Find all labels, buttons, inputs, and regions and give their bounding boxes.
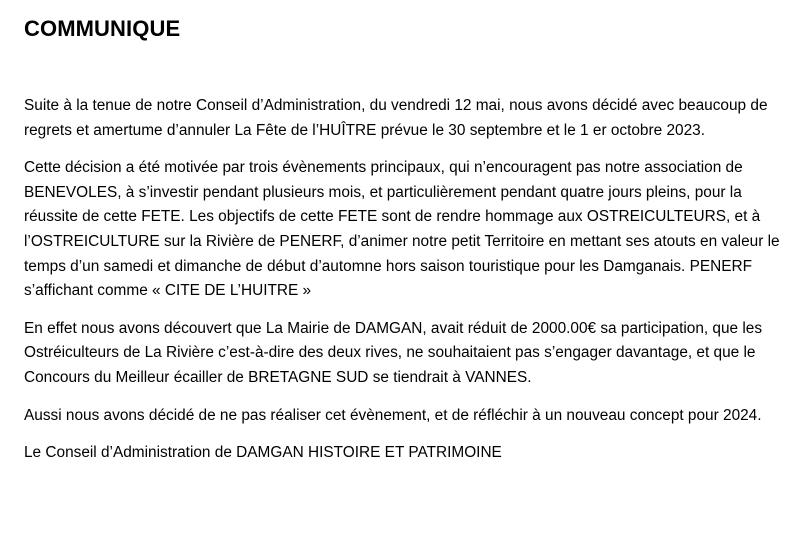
paragraph-signature: Le Conseil d’Administration de DAMGAN HISTOIRE ET PATRIMOINE: [24, 444, 502, 462]
document-title: COMMUNIQUE: [24, 16, 181, 41]
paragraph-reasons: En effet nous avons découvert que La Mairie de DAMGAN, avait réduit de 2000.00€ sa participation, que les Ostréiculteurs de La Rivière c’est-à-dire des deux rives, ne souhaitaient pas s’engager davantage, et que le Concours du Meilleur écailler de BRETAGNE SUD se tiendrait à VANNES.: [24, 319, 763, 386]
document-body: [24, 94, 792, 466]
paragraph-announcement: Suite à la tenue de notre Conseil d’Administration, du vendredi 12 mai, nous avons décidé avec beaucoup de regrets et amertume d’annuler La Fête de l’HUÎTRE prévue le 30 septembre et le 1 er octobre 2023.: [24, 97, 768, 139]
document-page: [24, 0, 792, 479]
paragraph-motivation: Cette décision a été motivée par trois évènements principaux, qui n’encouragent pas notre association de BENEVOLES, à s’investir pendant plusieurs mois, et particulièrement pendant quatre jours pleins, pour la réussite de cette FETE. Les objectifs de cette FETE sont de rendre hommage aux OSTREICULTEURS, et à l’OSTREICULTURE sur la Rivière de PENERF, d’animer notre petit Territoire en mettant ses atouts en valeur le temps d’un samedi et dimanche de début d’automne hors saison touristique pour les Damganais. PENERF s’affichant comme « CITE DE L’HUITRE »: [24, 159, 780, 300]
paragraph-decision: Aussi nous avons décidé de ne pas réaliser cet évènement, et de réfléchir à un nouveau concept pour 2024.: [24, 406, 762, 424]
